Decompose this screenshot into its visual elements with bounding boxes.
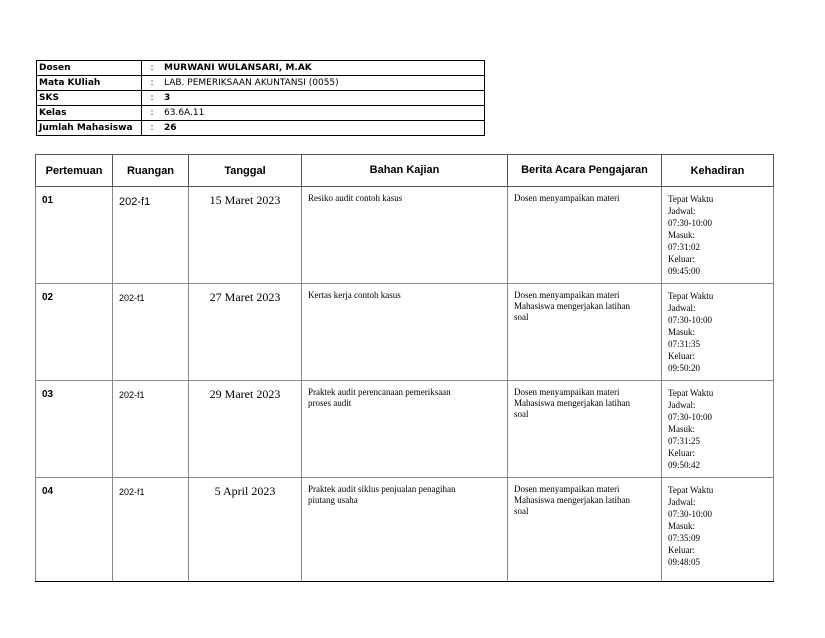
cell-line: Mahasiswa mengerjakan latihan (514, 398, 630, 408)
attendance-cell (662, 284, 774, 381)
meeting-date: 27 Maret 2023 (209, 290, 281, 304)
header-tanggal: Tanggal (189, 155, 302, 187)
info-value: LAB. PEMERIKSAAN AKUNTANSI (0055) (162, 76, 485, 91)
info-separator: : (142, 121, 163, 136)
info-row (37, 106, 485, 121)
topic-cell (302, 284, 508, 381)
room-cell (113, 187, 189, 284)
cell-line: Kertas kerja contoh kasus (308, 290, 401, 300)
cell-line: proses audit (308, 398, 352, 408)
meeting-cell (36, 284, 113, 381)
cell-line: Dosen menyampaikan materi (514, 484, 620, 494)
cell-line: 09:50:20 (668, 363, 701, 373)
cell-line: Keluar: (668, 545, 695, 555)
attendance-table (35, 154, 774, 582)
cell-line: Jadwal: (668, 497, 696, 507)
cell-line: piutang usaha (308, 495, 358, 505)
date-cell (189, 187, 302, 284)
date-cell (189, 478, 302, 582)
meeting-number: 01 (42, 195, 54, 206)
cell-line: Dosen menyampaikan materi (514, 193, 620, 203)
attendance-cell (662, 478, 774, 582)
info-label: SKS (37, 91, 142, 106)
cell-line: Resiko audit contoh kasus (308, 193, 403, 203)
cell-line: Dosen menyampaikan materi (514, 387, 620, 397)
date-cell (189, 381, 302, 478)
cell-line: Tepat Waktu (668, 388, 714, 398)
cell-line: Masuk: (668, 521, 695, 531)
cell-line: Masuk: (668, 424, 695, 434)
room-code: 202-f1 (119, 487, 145, 497)
cell-line: Tepat Waktu (668, 485, 714, 495)
info-row (37, 91, 485, 106)
info-label: Mata KUliah (37, 76, 142, 91)
course-info-table (36, 60, 485, 136)
minutes-cell (508, 478, 662, 582)
info-separator: : (142, 61, 163, 76)
meeting-number: 02 (42, 292, 54, 303)
info-row (37, 76, 485, 91)
cell-line: Masuk: (668, 230, 695, 240)
room-code: 202-f1 (119, 196, 151, 208)
header-kehadiran: Kehadiran (662, 155, 774, 187)
info-label: Kelas (37, 106, 142, 121)
info-separator: : (142, 91, 163, 106)
meeting-date: 5 April 2023 (214, 484, 276, 498)
header-berita-acara: Berita Acara Pengajaran (508, 155, 662, 187)
cell-line: 07:31:02 (668, 242, 701, 252)
info-separator: : (142, 76, 163, 91)
cell-line: 07:30-10:00 (668, 218, 712, 228)
header-bahan-kajian: Bahan Kajian (302, 155, 508, 187)
attendance-cell (662, 187, 774, 284)
cell-line: Jadwal: (668, 400, 696, 410)
topic-cell (302, 187, 508, 284)
date-cell (189, 284, 302, 381)
cell-line: 09:48:05 (668, 557, 701, 567)
info-value: 3 (162, 91, 485, 106)
meeting-cell (36, 381, 113, 478)
info-row (37, 61, 485, 76)
info-separator: : (142, 106, 163, 121)
cell-line: Jadwal: (668, 206, 696, 216)
cell-line: Tepat Waktu (668, 291, 714, 301)
room-cell (113, 284, 189, 381)
cell-line: 07:30-10:00 (668, 412, 712, 422)
room-code: 202-f1 (119, 293, 145, 303)
room-cell (113, 478, 189, 582)
cell-line: 07:30-10:00 (668, 509, 712, 519)
cell-line: soal (514, 506, 529, 516)
attendance-cell (662, 381, 774, 478)
minutes-cell (508, 284, 662, 381)
meeting-number: 03 (42, 389, 54, 400)
table-row (36, 187, 774, 284)
info-label: Dosen (37, 61, 142, 76)
cell-line: Keluar: (668, 254, 695, 264)
cell-line: Dosen menyampaikan materi (514, 290, 620, 300)
cell-line: 09:50:42 (668, 460, 701, 470)
table-row (36, 381, 774, 478)
cell-line: 07:35:09 (668, 533, 701, 543)
attendance-header-row (36, 155, 774, 187)
table-row (36, 284, 774, 381)
cell-line: Keluar: (668, 448, 695, 458)
cell-line: Mahasiswa mengerjakan latihan (514, 301, 630, 311)
meeting-number: 04 (42, 486, 54, 497)
topic-cell (302, 381, 508, 478)
info-label: Jumlah Mahasiswa (37, 121, 142, 136)
minutes-cell (508, 187, 662, 284)
meeting-date: 15 Maret 2023 (209, 193, 281, 207)
cell-line: 07:31:25 (668, 436, 701, 446)
meeting-date: 29 Maret 2023 (209, 387, 281, 401)
cell-line: Keluar: (668, 351, 695, 361)
table-row (36, 478, 774, 582)
cell-line: 09:45:00 (668, 266, 701, 276)
cell-line: soal (514, 312, 529, 322)
info-value: MURWANI WULANSARI, M.AK (162, 61, 485, 76)
minutes-cell (508, 381, 662, 478)
info-value: 63.6A.11 (162, 106, 485, 121)
cell-line: soal (514, 409, 529, 419)
header-pertemuan: Pertemuan (36, 155, 113, 187)
room-cell (113, 381, 189, 478)
room-code: 202-f1 (119, 390, 145, 400)
cell-line: 07:31:35 (668, 339, 701, 349)
cell-line: 07:30-10:00 (668, 315, 712, 325)
cell-line: Masuk: (668, 327, 695, 337)
cell-line: Tepat Waktu (668, 194, 714, 204)
header-ruangan: Ruangan (113, 155, 189, 187)
cell-line: Mahasiswa mengerjakan latihan (514, 495, 630, 505)
cell-line: Praktek audit perencanaan pemeriksaan (308, 387, 451, 397)
meeting-cell (36, 187, 113, 284)
topic-cell (302, 478, 508, 582)
info-row (37, 121, 485, 136)
cell-line: Jadwal: (668, 303, 696, 313)
meeting-cell (36, 478, 113, 582)
info-value: 26 (162, 121, 485, 136)
cell-line: Praktek audit siklus penjualan penagihan (308, 484, 456, 494)
